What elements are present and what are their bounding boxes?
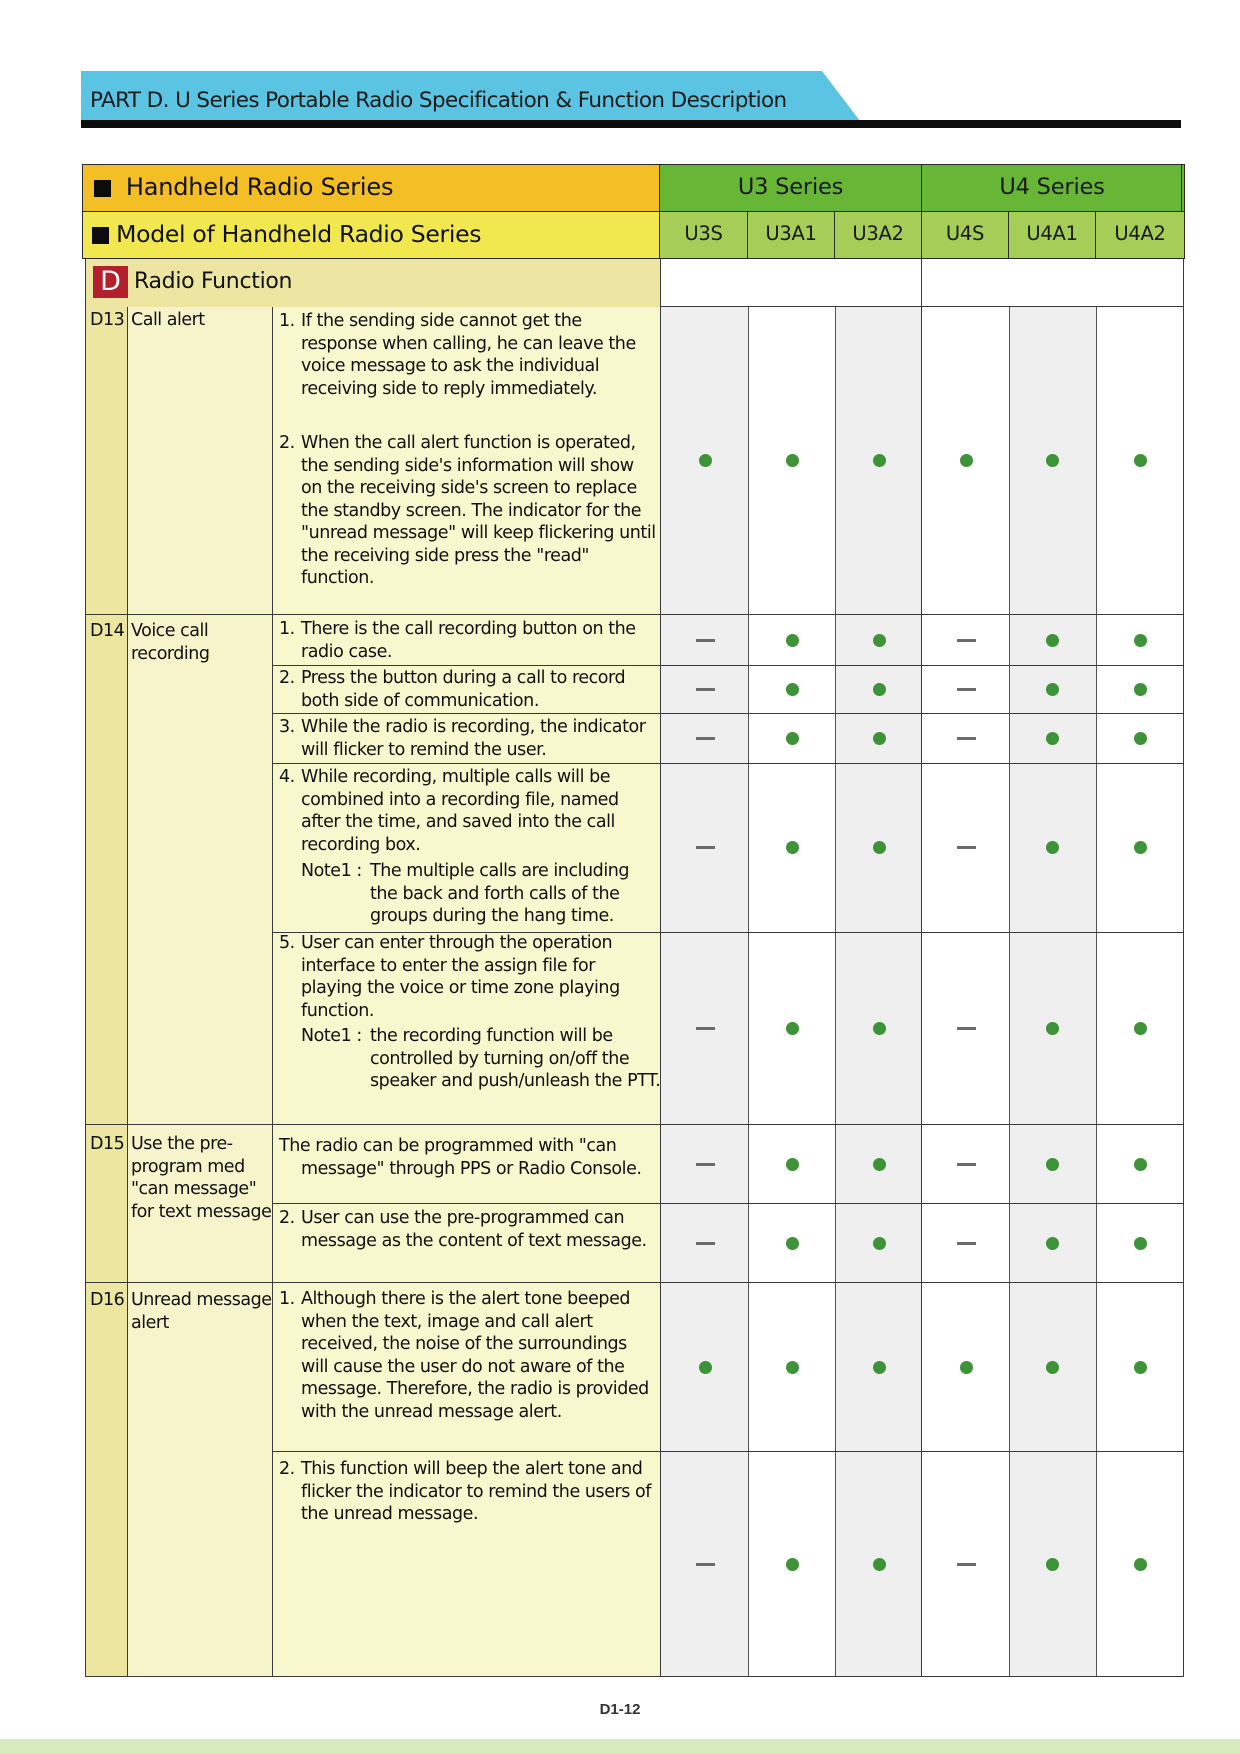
row-name-d13: Call alert xyxy=(131,310,205,330)
grid-line xyxy=(660,306,1184,307)
supported-dot-u3a1 xyxy=(786,841,799,854)
grid-line xyxy=(85,614,1184,615)
section-title: Radio Function xyxy=(134,269,293,294)
row-code-d13: D13 xyxy=(90,310,125,330)
footer-band xyxy=(0,1739,1240,1754)
grid-line xyxy=(921,259,922,1677)
not-supported-dash-u3s xyxy=(696,846,715,849)
model-header-u3s: U3S xyxy=(659,211,748,259)
model-header-u4s: U4S xyxy=(921,211,1009,259)
row-code-d14: D14 xyxy=(90,621,125,641)
grid-line xyxy=(1009,307,1010,1677)
grid-line xyxy=(660,259,661,1677)
supported-dot-u3a1 xyxy=(786,683,799,696)
grid-line xyxy=(272,1451,1184,1452)
series-header-edge xyxy=(1181,164,1185,212)
square-bullet-icon xyxy=(94,180,111,197)
not-supported-dash-u4s xyxy=(957,639,976,642)
grid-line xyxy=(85,1124,1184,1125)
supported-dot-u4a1 xyxy=(1046,1558,1059,1571)
not-supported-dash-u3s xyxy=(696,1163,715,1166)
supported-dot-u4a2 xyxy=(1134,1361,1147,1374)
supported-dot-u3a2 xyxy=(873,732,886,745)
supported-dot-u3a1 xyxy=(786,634,799,647)
feature-item: The radio can be programmed with "can message" through PPS or Radio Console. xyxy=(279,1136,642,1179)
grid-line xyxy=(272,713,1184,714)
supported-dot-u3a2 xyxy=(873,841,886,854)
grid-line xyxy=(85,259,86,1677)
supported-dot-u3s xyxy=(699,454,712,467)
row-code-d15: D15 xyxy=(90,1134,125,1154)
grid-line xyxy=(272,763,1184,764)
supported-dot-u3a2 xyxy=(873,1558,886,1571)
grid-line xyxy=(85,1676,1184,1677)
grid-line xyxy=(85,1282,1184,1283)
not-supported-dash-u4s xyxy=(957,737,976,740)
row-name-d16: Unread message alert xyxy=(131,1290,272,1333)
supported-dot-u3a2 xyxy=(873,634,886,647)
series-row-label: Handheld Radio Series xyxy=(125,173,394,201)
not-supported-dash-u4s xyxy=(957,688,976,691)
supported-dot-u4a2 xyxy=(1134,732,1147,745)
supported-dot-u4a2 xyxy=(1134,1237,1147,1250)
part-divider xyxy=(81,120,1181,128)
series-header-u3: U3 Series xyxy=(659,164,922,212)
model-row-label-cell xyxy=(82,211,660,259)
not-supported-dash-u3s xyxy=(696,688,715,691)
supported-dot-u4a2 xyxy=(1134,683,1147,696)
u3s-column-shade xyxy=(661,307,748,1677)
supported-dot-u3s xyxy=(699,1361,712,1374)
supported-dot-u3a1 xyxy=(786,1558,799,1571)
supported-dot-u4s xyxy=(960,454,973,467)
supported-dot-u4s xyxy=(960,1361,973,1374)
supported-dot-u3a1 xyxy=(786,1361,799,1374)
supported-dot-u3a1 xyxy=(786,732,799,745)
grid-line xyxy=(272,307,273,1677)
not-supported-dash-u4s xyxy=(957,1242,976,1245)
grid-line xyxy=(1096,307,1097,1677)
u4a1-column-shade xyxy=(1009,307,1096,1677)
supported-dot-u4a1 xyxy=(1046,454,1059,467)
supported-dot-u3a2 xyxy=(873,1361,886,1374)
supported-dot-u3a2 xyxy=(873,1022,886,1035)
series-header-u4: U4 Series xyxy=(921,164,1183,212)
supported-dot-u4a2 xyxy=(1134,454,1147,467)
grid-line xyxy=(272,1203,1184,1204)
square-bullet-icon xyxy=(92,227,109,244)
model-header-u3a2: U3A2 xyxy=(834,211,922,259)
row-name-d15: Use the pre-program med "can message" for text message xyxy=(131,1134,272,1222)
supported-dot-u4a1 xyxy=(1046,1022,1059,1035)
page-number: D1-12 xyxy=(599,1701,641,1718)
supported-dot-u4a2 xyxy=(1134,1558,1147,1571)
model-header-u4a1: U4A1 xyxy=(1008,211,1096,259)
supported-dot-u3a2 xyxy=(873,1237,886,1250)
code-column xyxy=(86,307,128,1677)
not-supported-dash-u3s xyxy=(696,1242,715,1245)
u3a2-column-shade xyxy=(835,307,922,1677)
row-name-d14: Voice call recording xyxy=(131,621,210,664)
supported-dot-u3a1 xyxy=(786,454,799,467)
supported-dot-u4a1 xyxy=(1046,732,1059,745)
not-supported-dash-u4s xyxy=(957,1163,976,1166)
row-code-d16: D16 xyxy=(90,1290,125,1310)
not-supported-dash-u3s xyxy=(696,1027,715,1030)
model-row-label: Model of Handheld Radio Series xyxy=(116,220,482,248)
supported-dot-u4a1 xyxy=(1046,1237,1059,1250)
model-header-u3a1: U3A1 xyxy=(747,211,835,259)
not-supported-dash-u3s xyxy=(696,1563,715,1566)
part-title: PART D. U Series Portable Radio Specification & Function Description xyxy=(90,88,787,113)
supported-dot-u4a2 xyxy=(1134,1158,1147,1171)
supported-dot-u4a2 xyxy=(1134,1022,1147,1035)
supported-dot-u4a2 xyxy=(1134,634,1147,647)
supported-dot-u4a1 xyxy=(1046,634,1059,647)
not-supported-dash-u3s xyxy=(696,639,715,642)
supported-dot-u3a1 xyxy=(786,1237,799,1250)
grid-line xyxy=(1183,259,1184,1677)
supported-dot-u3a2 xyxy=(873,1158,886,1171)
name-column xyxy=(128,307,273,1677)
not-supported-dash-u4s xyxy=(957,1027,976,1030)
not-supported-dash-u3s xyxy=(696,737,715,740)
supported-dot-u4a2 xyxy=(1134,841,1147,854)
not-supported-dash-u4s xyxy=(957,846,976,849)
supported-dot-u3a2 xyxy=(873,454,886,467)
supported-dot-u3a2 xyxy=(873,683,886,696)
supported-dot-u4a1 xyxy=(1046,1158,1059,1171)
series-row-label-cell xyxy=(82,164,660,212)
not-supported-dash-u4s xyxy=(957,1563,976,1566)
grid-line xyxy=(835,307,836,1677)
grid-line xyxy=(748,307,749,1677)
supported-dot-u3a1 xyxy=(786,1158,799,1171)
supported-dot-u4a1 xyxy=(1046,841,1059,854)
supported-dot-u4a1 xyxy=(1046,683,1059,696)
supported-dot-u4a1 xyxy=(1046,1361,1059,1374)
section-badge: D xyxy=(93,266,128,298)
grid-line xyxy=(127,307,128,1677)
supported-dot-u3a1 xyxy=(786,1022,799,1035)
model-header-u4a2: U4A2 xyxy=(1095,211,1185,259)
